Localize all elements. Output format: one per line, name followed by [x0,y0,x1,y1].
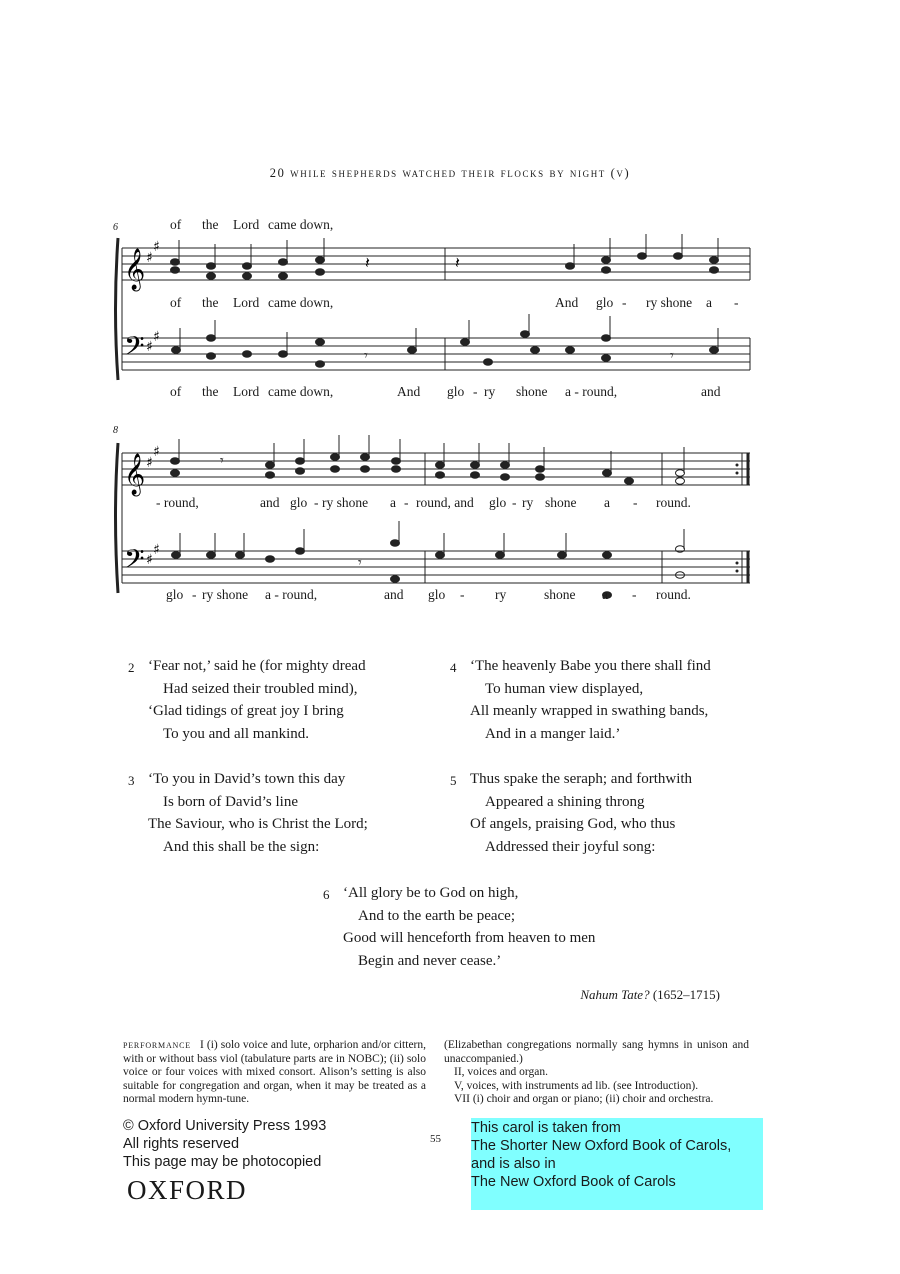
lyric: shone [545,495,577,510]
lyric: ry [484,384,496,399]
lyric: a - round, [265,587,318,602]
lyric: glo [166,587,184,602]
note-line: This carol is taken from [471,1120,621,1136]
verse-line: The Saviour, who is Christ the Lord; [148,816,368,832]
verse-number: 4 [450,660,457,675]
svg-text:♯: ♯ [146,339,153,355]
copyright-line: This page may be photocopied [123,1154,322,1170]
lyric: the [202,295,219,310]
lyric: And [555,295,579,310]
lyric: ry [495,587,507,602]
verse-line: ‘All glory be to God on high, [343,885,519,901]
lyric: ry shone [202,587,249,602]
staff-system-2 [110,425,760,610]
performance-line: II, voices and organ. [454,1066,548,1078]
verse-number: 3 [128,773,135,788]
verse-line: All meanly wrapped in swathing bands, [470,703,709,719]
lyric: came down, [268,217,334,232]
lyric: and [701,384,721,399]
lyric: ry shone [646,295,693,310]
lyric: - [192,587,197,602]
copyright-line: All rights reserved [123,1136,240,1152]
lyric: Lord [233,384,260,399]
lyric: a [706,295,712,310]
lyric: of [170,384,182,399]
lyric: ry shone [322,495,369,510]
svg-text:𝄞: 𝄞 [124,249,146,290]
lyric: - [622,295,627,310]
performance-line: (Elizabethan congregations normally sang hymns in unison and unaccompanied.) [444,1039,749,1065]
lyric: of [170,217,182,232]
verse-line: ‘To you in David’s town this day [148,771,346,787]
verse-line: Addressed their joyful song: [485,838,656,855]
lyric: round. [656,495,691,510]
author-name: Nahum Tate? [580,987,650,1002]
svg-text:♯: ♯ [153,444,160,460]
verse-line: Is born of David’s line [163,793,298,810]
page-number: 55 [430,1133,441,1145]
verse-line: Begin and never cease.’ [358,952,502,969]
verse-line: And this shall be the sign: [163,838,320,855]
score-system-2 [110,425,760,610]
lyric: - [460,587,465,602]
lyric: round. [656,587,691,602]
lyric: a [602,587,608,602]
page-header: 20 while shepherds watched their flocks by night (v) [269,166,631,180]
lyric: round, and [416,495,474,510]
svg-text:𝄞: 𝄞 [124,454,146,495]
svg-text:♯: ♯ [146,250,153,266]
verse-4 [450,655,711,745]
lyric: Lord [233,295,260,310]
svg-text:𝄾: 𝄾 [358,555,362,571]
verse-5 [450,768,693,858]
performance-notes-right [444,1039,749,1107]
svg-text:♯: ♯ [153,329,160,345]
verse-number: 6 [323,887,330,902]
lyric: came down, [268,295,334,310]
lyric: a [604,495,610,510]
lyric: a [390,495,396,510]
svg-text:𝄽: 𝄽 [365,253,370,272]
verse-line: And in a manger laid.’ [485,725,621,742]
author-dates: (1652–1715) [652,987,720,1002]
verse-3 [128,768,368,858]
verse-line: ‘The heavenly Babe you there shall find [470,658,711,674]
svg-text:𝄽: 𝄽 [455,253,460,272]
verse-line: ‘Fear not,’ said he (for mighty dread [148,658,366,674]
lyric: - [632,587,637,602]
verse-number: 5 [450,773,457,788]
svg-text:𝄢: 𝄢 [124,543,145,581]
svg-text:♯: ♯ [146,455,153,471]
lyric: the [202,384,219,399]
lyric: of [170,295,182,310]
lyric: glo [428,587,446,602]
lyric: Lord [233,217,260,232]
attribution [580,987,720,1003]
lyric: - round, [156,495,199,510]
svg-text:𝄾: 𝄾 [364,348,368,364]
verse-line: Of angels, praising God, who thus [470,816,676,832]
note-line: The New Oxford Book of Carols [471,1174,676,1190]
svg-text:♯: ♯ [153,239,160,255]
lyric: - [633,495,638,510]
performance-notes [123,1039,426,1107]
lyric: glo [489,495,507,510]
copyright-line: © Oxford University Press 1993 [123,1118,327,1134]
lyric: glo [290,495,308,510]
lyric: the [202,217,219,232]
verse-6 [323,882,596,972]
score-system-1 [110,217,760,405]
lyric: And [397,384,421,399]
copyright-notice [123,1117,326,1171]
svg-text:𝄢: 𝄢 [124,330,145,368]
lyric: a - round, [565,384,618,399]
lyric: - [404,495,409,510]
verse-line: And to the earth be peace; [358,907,516,924]
note-line: and is also in [471,1156,556,1172]
svg-text:♯: ♯ [146,552,153,568]
staff-system-1 [110,220,760,405]
lyric: shone [544,587,576,602]
lyric: glo [596,295,614,310]
verse-line: Good will henceforth from heaven to men [343,930,596,946]
lyric: - [473,384,478,399]
performance-text: I (i) solo voice and lute, orpharion and/or cittern, with or without bass viol (tabulature parts are in NOBC); (ii) solo voice or four voices with mixed consort. Alison’s setting is also suitable for congregation and organ, when it may be treated as a normal modern hymn-tune. [123,1039,427,1105]
verse-line: Appeared a shining throng [485,793,645,810]
performance-line: V, voices, with instruments ad lib. (see Introduction). [454,1079,699,1092]
lyric: - [734,295,739,310]
lyric: and [260,495,280,510]
lyric: - [512,495,517,510]
lyric: shone [516,384,548,399]
svg-text:𝄾: 𝄾 [670,348,674,364]
verse-line: ‘Glad tidings of great joy I bring [148,703,344,719]
measure-number: 6 [113,222,118,233]
performance-label: performance [123,1039,191,1051]
note-line: The Shorter New Oxford Book of Carols, [471,1138,732,1154]
measure-number: 8 [113,425,118,436]
lyric: came down, [268,384,334,399]
verse-line: To human view displayed, [485,680,644,697]
lyric: and [384,587,404,602]
svg-text:𝄾: 𝄾 [220,453,224,469]
lyric: ry [522,495,534,510]
verse-line: Had seized their troubled mind), [163,680,358,697]
verse-line: Thus spake the seraph; and forthwith [470,771,693,787]
oxford-logo: OXFORD [127,1175,248,1205]
lyric: glo [447,384,465,399]
svg-text:♯: ♯ [153,542,160,558]
verse-2 [128,655,366,745]
performance-line: VII (i) choir and organ or piano; (ii) choir and orchestra. [454,1093,714,1105]
lyric: - [314,495,319,510]
verse-line: To you and all mankind. [163,725,310,742]
verse-number: 2 [128,660,135,675]
source-note [471,1118,763,1210]
